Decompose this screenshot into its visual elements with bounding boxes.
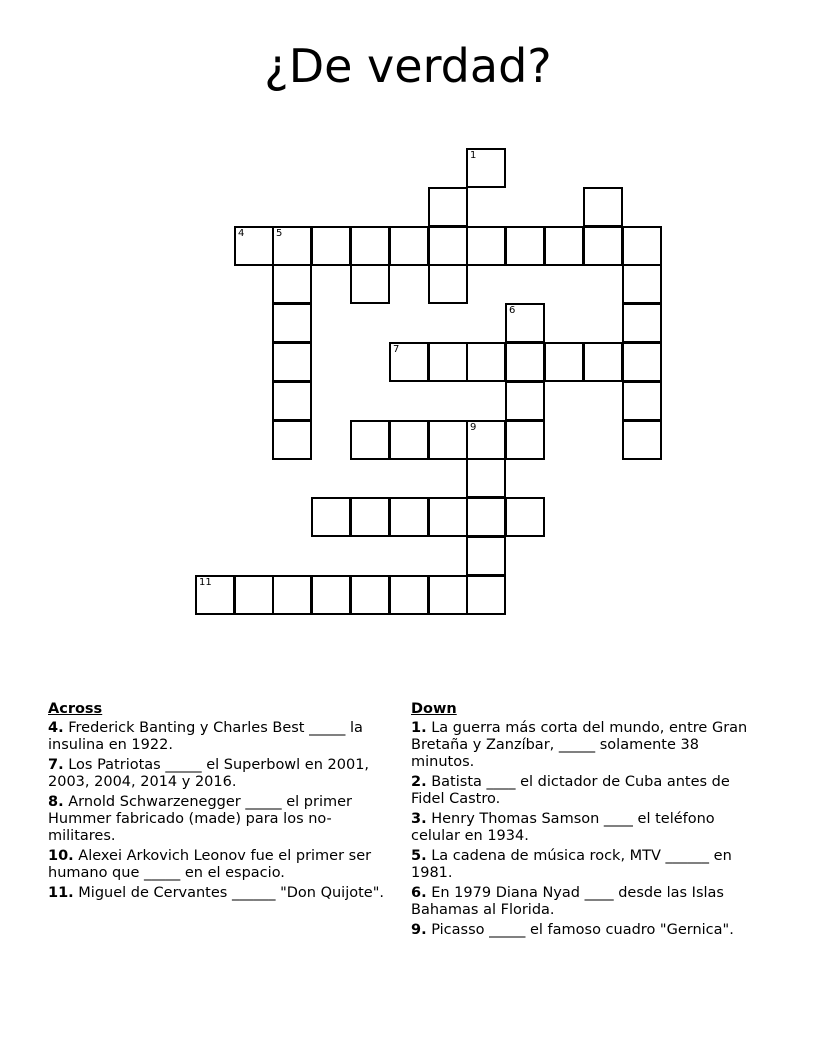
grid-cell[interactable] [350, 226, 390, 266]
grid-cell[interactable] [350, 575, 390, 615]
grid-cell[interactable] [350, 420, 390, 460]
grid-cell[interactable] [428, 264, 468, 304]
clue-num: 3. [411, 811, 427, 827]
grid-cell[interactable] [389, 420, 429, 460]
across-clues [48, 701, 393, 905]
grid-cell[interactable] [428, 187, 468, 227]
grid-cell[interactable] [272, 303, 312, 343]
grid-cell[interactable] [350, 264, 390, 304]
across-clue [48, 848, 393, 882]
grid-cell[interactable] [311, 226, 351, 266]
grid-cell[interactable] [622, 264, 662, 304]
clue-number: 11 [199, 577, 212, 588]
clue-num: 6. [411, 885, 427, 901]
down-clue [411, 885, 766, 919]
grid-cell[interactable] [195, 575, 235, 615]
grid-cell[interactable] [544, 226, 584, 266]
clue-text: Los Patriotas _____ el Superbowl en 2001, 2003, 2004, 2014 y 2016. [48, 757, 370, 790]
grid-cell[interactable] [428, 342, 468, 382]
grid-cell[interactable] [428, 497, 468, 537]
across-heading: Across [48, 701, 103, 717]
clue-number: 5 [276, 228, 283, 239]
grid-cell[interactable] [272, 381, 312, 421]
grid-cell[interactable] [505, 497, 545, 537]
grid-cell[interactable] [389, 342, 429, 382]
grid-cell[interactable] [389, 497, 429, 537]
clue-text: Arnold Schwarzenegger _____ el primer Hummer fabricado (made) para los no-militares. [48, 794, 352, 844]
clue-text: Batista ____ el dictador de Cuba antes de Fidel Castro. [411, 774, 730, 807]
grid-cell[interactable] [272, 226, 312, 266]
across-clue [48, 885, 393, 902]
clue-number: 6 [509, 305, 516, 316]
clue-text: Picasso _____ el famoso cuadro "Gernica". [431, 922, 734, 938]
grid-cell[interactable] [622, 342, 662, 382]
grid-cell[interactable] [622, 381, 662, 421]
grid-cell[interactable] [583, 187, 623, 227]
grid-cell[interactable] [583, 342, 623, 382]
down-clue-list [411, 720, 766, 939]
grid-cell[interactable] [272, 575, 312, 615]
down-clue [411, 922, 766, 939]
clue-text: Henry Thomas Samson ____ el teléfono celular en 1934. [411, 811, 715, 844]
clue-num: 7. [48, 757, 64, 773]
grid-cell[interactable] [428, 575, 468, 615]
clue-num: 4. [48, 720, 64, 736]
grid-cell[interactable] [622, 420, 662, 460]
down-clues [411, 701, 766, 942]
grid-cell[interactable] [544, 342, 584, 382]
grid-cell[interactable] [234, 575, 274, 615]
clue-number: 7 [393, 344, 400, 355]
grid-cell[interactable] [505, 342, 545, 382]
grid-cell[interactable] [389, 575, 429, 615]
clue-number: 9 [470, 422, 477, 433]
grid-cell[interactable] [389, 226, 429, 266]
grid-cell[interactable] [466, 575, 506, 615]
grid-cell[interactable] [622, 226, 662, 266]
grid-cell[interactable] [505, 420, 545, 460]
down-clue [411, 774, 766, 808]
grid-cell[interactable] [272, 420, 312, 460]
clue-num: 11. [48, 885, 74, 901]
grid-cell[interactable] [311, 497, 351, 537]
grid-cell[interactable] [428, 226, 468, 266]
down-clue [411, 720, 766, 771]
clue-text: Frederick Banting y Charles Best _____ la insulina en 1922. [48, 720, 363, 753]
clue-text: La cadena de música rock, MTV ______ en 1981. [411, 848, 732, 881]
down-clue [411, 848, 766, 882]
grid-cell[interactable] [505, 381, 545, 421]
clue-num: 5. [411, 848, 427, 864]
down-heading: Down [411, 701, 457, 717]
across-clue-list [48, 720, 393, 902]
page-title: ¿De verdad? [264, 39, 552, 93]
grid-cell[interactable] [583, 226, 623, 266]
clue-num: 2. [411, 774, 427, 790]
down-clue [411, 811, 766, 845]
grid-cell[interactable] [272, 264, 312, 304]
clue-text: La guerra más corta del mundo, entre Gran Bretaña y Zanzíbar, _____ solamente 38 minutos. [411, 720, 748, 770]
clue-num: 8. [48, 794, 64, 810]
grid-cell[interactable] [234, 226, 274, 266]
clue-text: Alexei Arkovich Leonov fue el primer ser humano que _____ en el espacio. [48, 848, 372, 881]
clue-num: 10. [48, 848, 74, 864]
across-clue [48, 757, 393, 791]
grid-cell[interactable] [428, 420, 468, 460]
clue-text: En 1979 Diana Nyad ____ desde las Islas Bahamas al Florida. [411, 885, 724, 918]
grid-cell[interactable] [505, 303, 545, 343]
clue-num: 9. [411, 922, 427, 938]
grid-cell[interactable] [505, 226, 545, 266]
grid-cell[interactable] [466, 342, 506, 382]
across-clue [48, 794, 393, 845]
clue-num: 1. [411, 720, 427, 736]
grid-cell[interactable] [311, 575, 351, 615]
clue-text: Miguel de Cervantes ______ "Don Quijote". [78, 885, 384, 901]
grid-cell[interactable] [466, 420, 506, 460]
grid-cell[interactable] [272, 342, 312, 382]
grid-cell[interactable] [622, 303, 662, 343]
clue-number: 4 [238, 228, 245, 239]
grid-cell[interactable] [466, 497, 506, 537]
across-clue [48, 720, 393, 754]
grid-cell[interactable] [466, 536, 506, 576]
grid-cell[interactable] [466, 458, 506, 498]
grid-cell[interactable] [466, 226, 506, 266]
grid-cell[interactable] [350, 497, 390, 537]
grid-cell[interactable] [466, 148, 506, 188]
clue-number: 1 [470, 150, 477, 161]
